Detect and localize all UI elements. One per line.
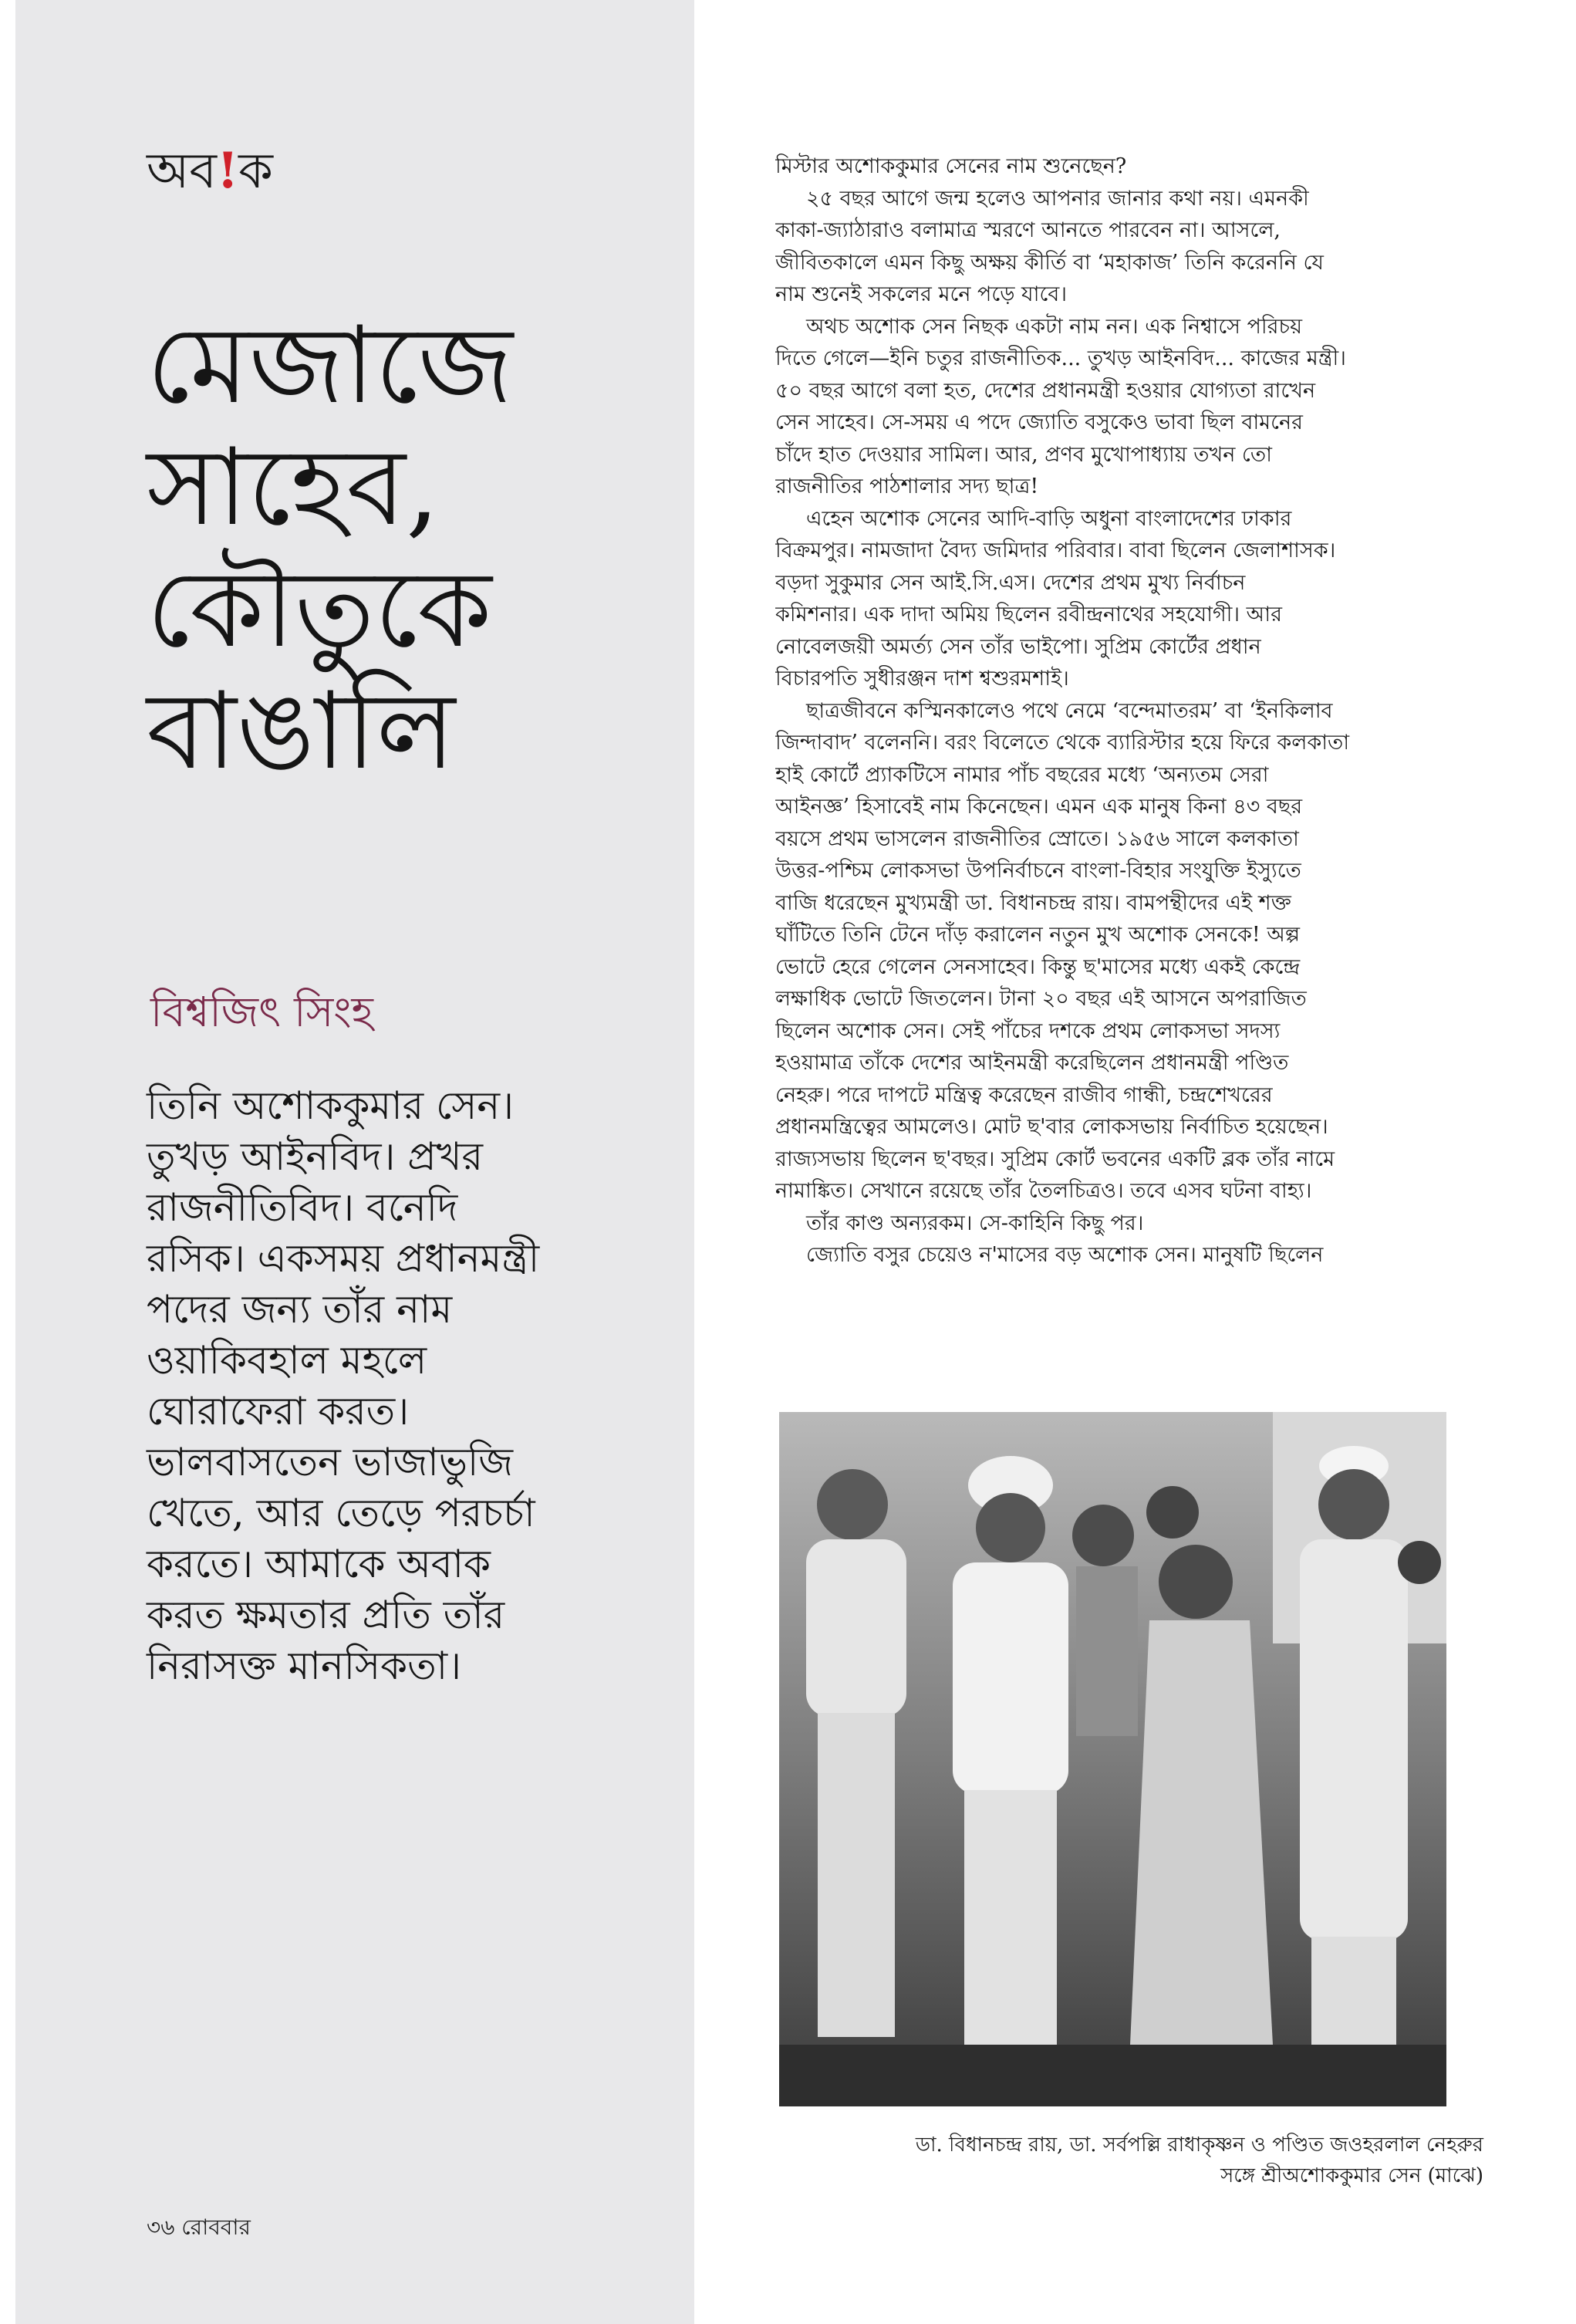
headline-line: কৌতুকে — [147, 547, 492, 671]
intro-paragraph — [147, 1080, 609, 1691]
body-line: অথচ অশোক সেন নিছক একটা নাম নন। এক নিশ্বাসে পরিচয় — [806, 314, 1302, 339]
body-line: বাজি ধরেছেন মুখ্যমন্ত্রী ডা. বিধানচন্দ্র রায়। বামপন্থীদের এই শক্ত — [775, 890, 1291, 915]
body-line: জীবিতকালে এমন কিছু অক্ষয় কীর্তি বা ‘মহাকাজ’ তিনি করেননি যে — [775, 250, 1324, 275]
body-line: আইনজ্ঞ’ হিসাবেই নাম কিনেছেন। এমন এক মানুষ কিনা ৪৩ বছর — [775, 795, 1303, 819]
body-line: হওয়ামাত্র তাঁকে দেশের আইনমন্ত্রী করেছিলেন প্রধানমন্ত্রী পণ্ডিত — [775, 1051, 1289, 1075]
body-line: দিতে গেলে—ইনি চতুর রাজনীতিক... তুখড় আইনবিদ... কাজের মন্ত্রী। — [775, 346, 1346, 370]
section-label-suffix: ক — [238, 143, 273, 200]
article-body — [775, 150, 1454, 1272]
body-line: নাম শুনেই সকলের মনে পড়ে যাবে। — [775, 282, 1067, 306]
page-folio: ৩৬ রোববার — [147, 2214, 251, 2240]
body-line: বড়দা সুকুমার সেন আই.সি.এস। দেশের প্রথম মুখ্য নির্বাচন — [775, 570, 1246, 595]
headline-line: বাঙালি — [147, 669, 456, 793]
intro-line: তুখড় আইনবিদ। প্রখর — [147, 1134, 483, 1179]
body-line: ২৫ বছর আগে জন্ম হলেও আপনার জানার কথা নয়। এমনকী — [806, 186, 1309, 211]
section-label — [147, 142, 273, 200]
body-line: ভোটে হেরে গেলেন সেনসাহেব। কিন্তু ছ'মাসের মধ্যে একই কেন্দ্রে — [775, 954, 1301, 979]
intro-line: ঘোরাফেরা করত। — [147, 1389, 410, 1434]
body-line: নোবেলজয়ী অমর্ত্য সেন তাঁর ভাইপো। সুপ্রিম কোর্টের প্রধান — [775, 634, 1261, 659]
body-line: চাঁদে হাত দেওয়ার সামিল। আর, প্রণব মুখোপাধ্যায় তখন তো — [775, 442, 1272, 467]
headline-line: সাহেব, — [147, 425, 440, 549]
caption-line: সঙ্গে শ্রীঅশোককুমার সেন (মাঝে) — [1220, 2164, 1483, 2187]
intro-line: করতে। আমাকে অবাক — [147, 1542, 491, 1586]
body-line: তাঁর কাণ্ড অন্যরকম। সে-কাহিনি কিছু পর। — [806, 1211, 1144, 1235]
group-photo-illustration — [779, 1412, 1446, 2106]
body-line: বয়সে প্রথম ভাসলেন রাজনীতির স্রোতে। ১৯৫৬ সালে কলকাতা — [775, 826, 1299, 851]
headline-line: মেজাজে — [147, 303, 514, 427]
intro-line: ওয়াকিবহাল মহলে — [147, 1338, 427, 1383]
body-line: কাকা-জ্যাঠারাও বলামাত্র স্মরণে আনতে পারবেন না। আসলে, — [775, 218, 1281, 242]
body-line: এহেন অশোক সেনের আদি-বাড়ি অধুনা বাংলাদেশের ঢাকার — [806, 506, 1292, 531]
byline: বিশ্বজিৎ সিংহ — [150, 988, 373, 1036]
caption-line: ডা. বিধানচন্দ্র রায়, ডা. সর্বপল্লি রাধাকৃষ্ণন ও পণ্ডিত জওহরলাল নেহরুর — [915, 2133, 1483, 2157]
intro-line: ভালবাসতেন ভাজাভুজি — [147, 1440, 513, 1485]
intro-line: খেতে, আর তেড়ে পরচর্চা — [147, 1491, 535, 1535]
body-line: ঘাঁটিতে তিনি টেনে দাঁড় করালেন নতুন মুখ অশোক সেনকে! অল্প — [775, 923, 1300, 947]
section-label-mark: ! — [217, 142, 239, 200]
body-line: বিক্রমপুর। নামজাদা বৈদ্য জমিদার পরিবার। বাবা ছিলেন জেলাশাসক। — [775, 539, 1336, 562]
body-line: হাই কোর্টে প্র্যাকটিসে নামার পাঁচ বছরের মধ্যে ‘অন্যতম সেরা — [775, 762, 1269, 787]
body-line: রাজনীতির পাঠশালার সদ্য ছাত্র! — [775, 475, 1039, 498]
body-line: ৫০ বছর আগে বলা হত, দেশের প্রধানমন্ত্রী হওয়ার যোগ্যতা রাখেন — [775, 378, 1316, 403]
photo-caption — [805, 2130, 1483, 2191]
body-line: জ্যোতি বসুর চেয়েও ন'মাসের বড় অশোক সেন। মানুষটি ছিলেন — [806, 1243, 1324, 1267]
intro-line: রাজনীতিবিদ। বনেদি — [147, 1185, 458, 1230]
intro-line: তিনি অশোককুমার সেন। — [147, 1083, 515, 1128]
intro-line: পদের জন্য তাঁর নাম — [147, 1287, 453, 1332]
body-line: রাজ্যসভায় ছিলেন ছ'বছর। সুপ্রিম কোর্ট ভবনের একটি ব্লক তাঁর নামে — [775, 1147, 1335, 1171]
intro-line: করত ক্ষমতার প্রতি তাঁর — [147, 1593, 505, 1637]
body-line: লক্ষাধিক ভোটে জিতলেন। টানা ২০ বছর এই আসনে অপরাজিত — [775, 987, 1307, 1011]
headline — [147, 305, 687, 792]
body-line: নেহরু। পরে দাপটে মন্ত্রিত্ব করেছেন রাজীব গান্ধী, চন্দ্রশেখরের — [775, 1083, 1273, 1107]
section-label-prefix: অব — [147, 143, 218, 200]
body-line: সেন সাহেব। সে-সময় এ পদে জ্যোতি বসুকেও ভাবা ছিল বামনের — [775, 410, 1303, 434]
body-line: জিন্দাবাদ’ বলেননি। বরং বিলেতে থেকে ব্যারিস্টার হয়ে ফিরে কলকাতা — [775, 731, 1350, 755]
body-line: উত্তর-পশ্চিম লোকসভা উপনির্বাচনে বাংলা-বিহার সংযুক্তি ইস্যুতে — [775, 859, 1301, 883]
body-line: ছিলেন অশোক সেন। সেই পাঁচের দশকে প্রথম লোকসভা সদস্য — [775, 1018, 1281, 1043]
body-line: বিচারপতি সুধীরঞ্জন দাশ শ্বশুরমশাই। — [775, 667, 1069, 691]
intro-line: রসিক। একসময় প্রধানমন্ত্রী — [147, 1236, 540, 1281]
body-line: ছাত্রজীবনে কস্মিনকালেও পথে নেমে ‘বন্দেমাতরম’ বা ‘ইনকিলাব — [806, 698, 1333, 723]
body-line: প্রধানমন্ত্রিত্বের আমলেও। মোট ছ'বার লোকসভায় নির্বাচিত হয়েছেন। — [775, 1115, 1328, 1139]
body-line: নামাঙ্কিত। সেখানে রয়েছে তাঁর তৈলচিত্রও। তবে এসব ঘটনা বাহ্য। — [775, 1179, 1312, 1203]
historical-photo — [779, 1412, 1446, 2106]
intro-line: নিরাসক্ত মানসিকতা। — [147, 1643, 461, 1688]
body-line: মিস্টার অশোককুমার সেনের নাম শুনেছেন? — [775, 154, 1127, 178]
body-line: কমিশনার। এক দাদা অমিয় ছিলেন রবীন্দ্রনাথের সহযোগী। আর — [775, 603, 1282, 627]
